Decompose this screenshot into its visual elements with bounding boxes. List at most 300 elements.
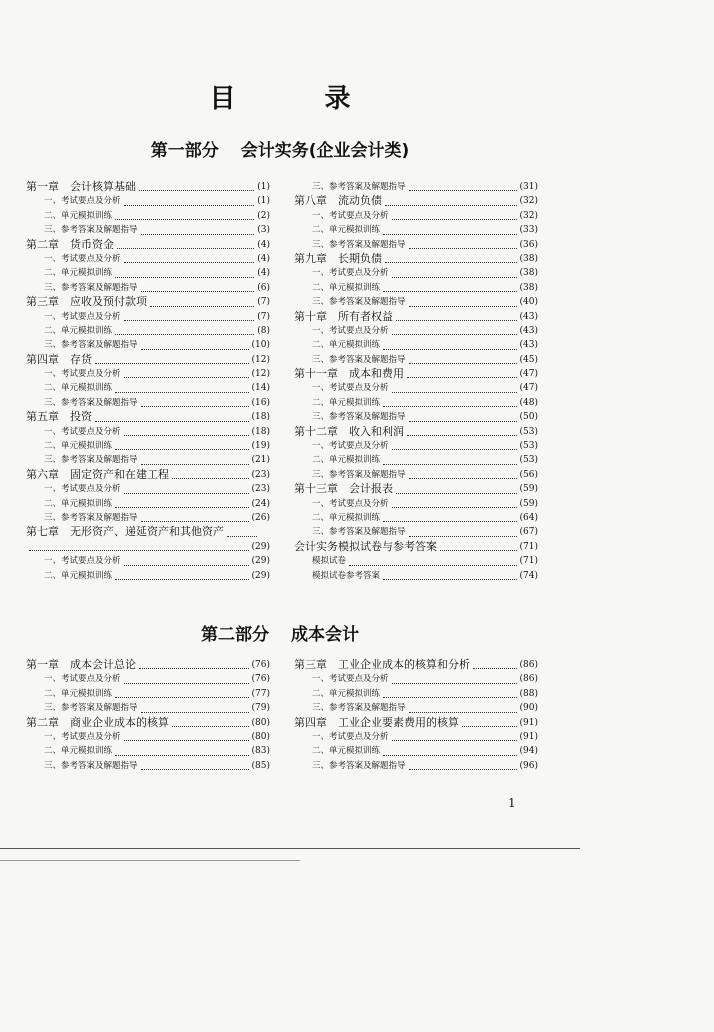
toc-section-entry — [26, 482, 270, 496]
toc-page-number: (85) — [251, 760, 270, 771]
toc-entry-label: 二、单元模拟训练 — [44, 268, 113, 279]
toc-chapter-entry — [294, 367, 538, 381]
toc-section-entry — [26, 425, 270, 439]
toc-leader-dots — [124, 739, 249, 741]
toc-section-entry — [26, 744, 270, 758]
toc-leader-dots — [383, 578, 517, 580]
toc-leader-dots — [383, 520, 517, 522]
toc-section-entry — [294, 410, 538, 424]
toc-entry-label: 一、考试要点及分析 — [312, 441, 389, 452]
toc-leader-dots — [462, 725, 517, 727]
toc-leader-dots — [383, 233, 517, 235]
toc-leader-dots — [124, 492, 249, 494]
toc-leader-dots — [227, 535, 257, 537]
toc-leader-dots — [407, 376, 517, 378]
toc-leader-dots — [115, 696, 249, 698]
toc-entry-label: 二、单元模拟训练 — [312, 340, 381, 351]
toc-entry-label: 三、参考答案及解题指导 — [312, 239, 406, 250]
toc-page-number: (33) — [519, 225, 538, 236]
toc-section-entry — [294, 396, 538, 410]
toc-leader-dots — [383, 290, 517, 292]
toc-chapter-entry — [294, 716, 538, 730]
toc-entry-label: 二、单元模拟训练 — [312, 746, 381, 757]
toc-section-entry — [26, 554, 270, 568]
toc-leader-dots — [117, 247, 254, 249]
toc-page-number: (4) — [257, 239, 270, 250]
toc-chapter-entry — [294, 482, 538, 496]
toc-entry-label: 三、参考答案及解题指导 — [44, 760, 138, 771]
toc-page-number: (26) — [251, 512, 270, 523]
toc-section-entry — [26, 252, 270, 266]
toc-page-number: (76) — [251, 659, 270, 670]
toc-page-number: (59) — [519, 484, 538, 495]
toc-section-entry — [26, 266, 270, 280]
toc-page-number: (4) — [257, 268, 270, 279]
toc-entry-label: 模拟试卷 — [312, 556, 347, 567]
toc-entry-label: 一、考试要点及分析 — [312, 383, 389, 394]
toc-entry-label: 二、单元模拟训练 — [44, 325, 113, 336]
toc-leader-dots — [409, 189, 517, 191]
toc-entry-label: 第八章 流动负债 — [294, 194, 382, 208]
toc-page-number: (29) — [251, 541, 270, 552]
toc-leader-dots — [139, 667, 249, 669]
toc-leader-dots — [141, 463, 249, 465]
toc-entry-label: 三、参考答案及解题指导 — [312, 469, 406, 480]
toc-entry-label: 三、参考答案及解题指导 — [44, 282, 138, 293]
toc-leader-dots — [141, 520, 249, 522]
toc-page-number: (53) — [519, 455, 538, 466]
toc-page-number: (2) — [257, 210, 270, 221]
toc-leader-dots — [349, 564, 517, 566]
toc-leader-dots — [141, 711, 249, 713]
toc-leader-dots — [115, 218, 254, 220]
page-number: 1 — [508, 796, 516, 810]
toc-section-entry — [294, 730, 538, 744]
toc-leader-dots — [115, 333, 254, 335]
toc-page-number: (3) — [257, 225, 270, 236]
toc-leader-dots — [172, 725, 249, 727]
toc-chapter-entry — [294, 540, 538, 554]
toc-entry-label: 第十章 所有者权益 — [294, 309, 393, 323]
toc-page-number: (23) — [251, 469, 270, 480]
toc-page-number: (8) — [257, 325, 270, 336]
toc-leader-dots — [115, 754, 249, 756]
toc-entry-label: 一、考试要点及分析 — [312, 325, 389, 336]
toc-entry-label: 第十二章 收入和利润 — [294, 424, 404, 438]
toc-leader-dots — [124, 564, 249, 566]
toc-page-number: (31) — [519, 181, 538, 192]
toc-section-entry — [26, 497, 270, 511]
toc-page-number: (53) — [519, 426, 538, 437]
toc-leader-dots — [139, 189, 254, 191]
bottom-rule — [0, 848, 580, 849]
toc-section-entry — [294, 569, 538, 583]
toc-entry-label: 二、单元模拟训练 — [312, 282, 381, 293]
toc-chapter-entry — [26, 716, 270, 730]
toc-page-number: (76) — [251, 674, 270, 685]
toc-entry-label: 第六章 固定资产和在建工程 — [26, 467, 169, 481]
toc-leader-dots — [95, 362, 249, 364]
toc-page-number: (43) — [519, 325, 538, 336]
toc-leader-dots — [124, 261, 255, 263]
toc-entry-label: 三、参考答案及解题指导 — [312, 703, 406, 714]
toc-section-entry — [294, 525, 538, 539]
toc-leader-dots — [409, 362, 517, 364]
toc-page-number: (79) — [251, 703, 270, 714]
toc-entry-label: 一、考试要点及分析 — [312, 498, 389, 509]
toc-leader-dots — [124, 682, 249, 684]
toc-entry-label: 二、单元模拟训练 — [44, 498, 113, 509]
toc-leader-dots — [409, 305, 517, 307]
toc-leader-dots — [383, 405, 517, 407]
part2-right-column — [294, 658, 538, 773]
toc-entry-label: 三、参考答案及解题指导 — [44, 397, 138, 408]
toc-page-number: (88) — [519, 688, 538, 699]
toc-leader-dots — [115, 391, 249, 393]
toc-section-entry — [294, 511, 538, 525]
toc-section-entry — [26, 310, 270, 324]
toc-entry-label: 三、参考答案及解题指导 — [312, 181, 406, 192]
toc-page-number: (14) — [251, 383, 270, 394]
part2-number: 第二部分 — [201, 625, 269, 645]
part2-heading — [0, 620, 560, 645]
toc-page-number: (53) — [519, 441, 538, 452]
toc-page-number: (43) — [519, 340, 538, 351]
toc-page-number: (96) — [519, 760, 538, 771]
toc-page-number: (24) — [251, 498, 270, 509]
toc-page-number: (77) — [251, 688, 270, 699]
toc-section-entry — [26, 396, 270, 410]
toc-entry-label: 二、单元模拟训练 — [44, 441, 113, 452]
toc-section-entry — [294, 324, 538, 338]
toc-entry-label: 第二章 货币资金 — [26, 237, 114, 251]
toc-page-number: (83) — [251, 746, 270, 757]
toc-entry-label: 二、单元模拟训练 — [44, 383, 113, 394]
toc-leader-dots — [409, 711, 517, 713]
toc-page-number: (18) — [251, 412, 270, 423]
toc-section-entry — [26, 367, 270, 381]
toc-page-number: (56) — [519, 469, 538, 480]
toc-chapter-entry — [294, 425, 538, 439]
toc-entry-label: 二、单元模拟训练 — [44, 210, 113, 221]
toc-section-entry — [26, 569, 270, 583]
toc-leader-dots — [29, 549, 249, 551]
toc-chapter-entry — [26, 180, 270, 194]
toc-entry-label: 三、参考答案及解题指导 — [44, 703, 138, 714]
toc-leader-dots — [409, 768, 517, 770]
toc-page-number: (71) — [519, 541, 538, 552]
toc-page-number: (16) — [251, 397, 270, 408]
toc-section-entry — [294, 497, 538, 511]
page-title: 目 录 — [209, 84, 391, 114]
toc-entry-label: 三、参考答案及解题指导 — [312, 354, 406, 365]
toc-section-entry — [26, 730, 270, 744]
toc-chapter-entry — [294, 310, 538, 324]
toc-chapter-entry — [294, 194, 538, 208]
toc-page-number: (29) — [251, 556, 270, 567]
toc-page-number: (90) — [519, 703, 538, 714]
toc-page-number: (7) — [257, 297, 270, 308]
toc-page-number: (29) — [251, 570, 270, 581]
toc-leader-dots — [440, 549, 517, 551]
toc-chapter-entry — [26, 658, 270, 672]
toc-chapter-entry — [26, 238, 270, 252]
toc-page-number: (1) — [257, 196, 270, 207]
toc-page-number: (47) — [519, 369, 538, 380]
toc-leader-dots — [409, 247, 517, 249]
toc-chapter-entry — [26, 295, 270, 309]
toc-entry-label: 一、考试要点及分析 — [44, 674, 121, 685]
toc-entry-label: 一、考试要点及分析 — [312, 210, 389, 221]
toc-leader-dots — [141, 348, 249, 350]
toc-leader-dots — [150, 305, 254, 307]
toc-leader-dots — [124, 204, 255, 206]
toc-section-entry — [294, 381, 538, 395]
toc-section-entry — [26, 540, 270, 554]
toc-entry-label: 三、参考答案及解题指导 — [312, 412, 406, 423]
toc-section-entry — [294, 468, 538, 482]
toc-entry-label: 一、考试要点及分析 — [44, 426, 121, 437]
toc-section-entry — [294, 687, 538, 701]
toc-entry-label: 一、考试要点及分析 — [44, 556, 121, 567]
toc-page-number: (71) — [519, 556, 538, 567]
toc-leader-dots — [409, 535, 517, 537]
toc-section-entry — [294, 554, 538, 568]
toc-leader-dots — [124, 376, 249, 378]
toc-entry-label: 一、考试要点及分析 — [312, 674, 389, 685]
toc-entry-label: 第十一章 成本和费用 — [294, 367, 404, 381]
toc-entry-label: 第三章 工业企业成本的核算和分析 — [294, 657, 470, 671]
toc-leader-dots — [407, 434, 517, 436]
toc-page-number: (32) — [519, 210, 538, 221]
toc-page-number: (67) — [519, 527, 538, 538]
toc-entry-label: 二、单元模拟训练 — [312, 397, 381, 408]
toc-page-number: (43) — [519, 311, 538, 322]
toc-entry-label: 三、参考答案及解题指导 — [312, 760, 406, 771]
toc-entry-label: 三、参考答案及解题指导 — [44, 340, 138, 351]
toc-leader-dots — [141, 233, 255, 235]
toc-entry-label: 二、单元模拟训练 — [312, 455, 381, 466]
toc-page-number: (45) — [519, 354, 538, 365]
toc-section-entry — [294, 353, 538, 367]
toc-leader-dots — [115, 506, 249, 508]
toc-entry-label: 三、参考答案及解题指导 — [312, 527, 406, 538]
part2-name: 成本会计 — [291, 625, 359, 645]
toc-entry-label: 第七章 无形资产、递延资产和其他资产 — [26, 525, 224, 539]
part1-left-column — [26, 180, 270, 583]
toc-leader-dots — [124, 434, 249, 436]
toc-entry-label: 一、考试要点及分析 — [44, 196, 121, 207]
toc-entry-label: 三、参考答案及解题指导 — [44, 455, 138, 466]
toc-page-number: (74) — [519, 570, 538, 581]
toc-entry-label: 第三章 应收及预付款项 — [26, 295, 147, 309]
toc-section-entry — [26, 701, 270, 715]
toc-entry-label: 第四章 工业企业要素费用的核算 — [294, 715, 459, 729]
toc-leader-dots — [383, 696, 517, 698]
toc-leader-dots — [95, 420, 249, 422]
toc-leader-dots — [385, 204, 517, 206]
toc-section-entry — [294, 281, 538, 295]
toc-section-entry — [294, 209, 538, 223]
toc-entry-label: 会计实务模拟试卷与参考答案 — [294, 539, 437, 553]
toc-page-number: (86) — [519, 659, 538, 670]
toc-section-entry — [26, 281, 270, 295]
toc-leader-dots — [383, 463, 517, 465]
toc-leader-dots — [409, 477, 517, 479]
toc-leader-dots — [392, 739, 517, 741]
toc-section-entry — [294, 759, 538, 773]
toc-section-entry — [294, 701, 538, 715]
toc-entry-label: 第二章 商业企业成本的核算 — [26, 715, 169, 729]
part2-left-column — [26, 658, 270, 773]
toc-entry-label: 第四章 存货 — [26, 352, 92, 366]
toc-leader-dots — [141, 290, 255, 292]
toc-entry-label: 二、单元模拟训练 — [312, 512, 381, 523]
toc-section-entry — [294, 672, 538, 686]
toc-section-entry — [294, 180, 538, 194]
toc-leader-dots — [383, 348, 517, 350]
toc-entry-label: 第一章 会计核算基础 — [26, 179, 136, 193]
toc-leader-dots — [473, 667, 517, 669]
toc-leader-dots — [115, 276, 254, 278]
toc-page-number: (6) — [257, 282, 270, 293]
toc-entry-label: 二、单元模拟训练 — [44, 570, 113, 581]
toc-page-number: (21) — [251, 455, 270, 466]
toc-leader-dots — [392, 682, 517, 684]
toc-entry-label: 二、单元模拟训练 — [44, 688, 113, 699]
toc-page-number: (18) — [251, 426, 270, 437]
toc-section-entry — [26, 223, 270, 237]
toc-section-entry — [26, 194, 270, 208]
toc-page-number: (50) — [519, 412, 538, 423]
toc-entry-label: 一、考试要点及分析 — [312, 268, 389, 279]
toc-section-entry — [26, 324, 270, 338]
toc-chapter-entry — [26, 410, 270, 424]
toc-page-number: (47) — [519, 383, 538, 394]
toc-entry-label: 一、考试要点及分析 — [44, 253, 121, 264]
toc-page-number: (38) — [519, 253, 538, 264]
toc-page-number: (86) — [519, 674, 538, 685]
toc-section-entry — [26, 439, 270, 453]
toc-entry-label: 第五章 投资 — [26, 410, 92, 424]
part1-right-column — [294, 180, 538, 583]
toc-page-number: (36) — [519, 239, 538, 250]
toc-leader-dots — [141, 768, 249, 770]
toc-page-number: (40) — [519, 297, 538, 308]
toc-leader-dots — [392, 218, 517, 220]
toc-page-number: (23) — [251, 484, 270, 495]
toc-section-entry — [294, 223, 538, 237]
toc-section-entry — [26, 759, 270, 773]
toc-chapter-entry — [26, 468, 270, 482]
toc-page-number: (59) — [519, 498, 538, 509]
toc-section-entry — [294, 338, 538, 352]
toc-section-entry — [26, 672, 270, 686]
toc-page-number: (91) — [519, 717, 538, 728]
toc-page-number: (64) — [519, 512, 538, 523]
toc-section-entry — [294, 266, 538, 280]
toc-entry-label: 第十三章 会计报表 — [294, 482, 393, 496]
toc-leader-dots — [385, 261, 517, 263]
toc-entry-label: 模拟试卷参考答案 — [312, 570, 381, 581]
toc-entry-label: 三、参考答案及解题指导 — [44, 512, 138, 523]
toc-entry-label: 二、单元模拟训练 — [44, 746, 113, 757]
toc-page-number: (4) — [257, 253, 270, 264]
toc-entry-label: 一、考试要点及分析 — [44, 311, 121, 322]
toc-page-number: (48) — [519, 397, 538, 408]
toc-leader-dots — [396, 319, 517, 321]
toc-entry-label: 一、考试要点及分析 — [44, 369, 121, 380]
toc-section-entry — [294, 439, 538, 453]
toc-leader-dots — [115, 578, 249, 580]
toc-section-entry — [26, 381, 270, 395]
toc-section-entry — [26, 511, 270, 525]
toc-leader-dots — [383, 754, 517, 756]
toc-leader-dots — [115, 448, 249, 450]
toc-page-number: (91) — [519, 731, 538, 742]
toc-leader-dots — [409, 420, 517, 422]
toc-entry-label: 二、单元模拟训练 — [312, 688, 381, 699]
toc-page-number: (12) — [251, 369, 270, 380]
toc-leader-dots — [124, 319, 255, 321]
toc-page-number: (7) — [257, 311, 270, 322]
toc-section-entry — [294, 295, 538, 309]
toc-entry-label: 一、考试要点及分析 — [312, 731, 389, 742]
toc-entry-label: 一、考试要点及分析 — [44, 731, 121, 742]
toc-chapter-entry — [294, 658, 538, 672]
toc-page-number: (80) — [251, 717, 270, 728]
part1-number: 第一部分 — [150, 141, 219, 161]
toc-page-number: (10) — [251, 340, 270, 351]
toc-leader-dots — [141, 405, 249, 407]
toc-section-entry — [294, 744, 538, 758]
toc-entry-label: 三、参考答案及解题指导 — [312, 297, 406, 308]
part1-name: 会计实务(企业会计类) — [240, 141, 410, 161]
toc-page-number: (12) — [251, 354, 270, 365]
toc-leader-dots — [172, 477, 249, 479]
toc-entry-label: 第九章 长期负债 — [294, 251, 382, 265]
toc-page-number: (19) — [251, 441, 270, 452]
toc-section-entry — [26, 453, 270, 467]
toc-chapter-entry — [26, 353, 270, 367]
toc-section-entry — [294, 238, 538, 252]
toc-page-number: (38) — [519, 282, 538, 293]
toc-entry-label: 第一章 成本会计总论 — [26, 657, 136, 671]
toc-leader-dots — [392, 333, 517, 335]
toc-chapter-entry — [26, 525, 270, 539]
toc-entry-label: 一、考试要点及分析 — [44, 484, 121, 495]
toc-entry-label: 三、参考答案及解题指导 — [44, 225, 138, 236]
toc-page-number: (94) — [519, 746, 538, 757]
bottom-rule-secondary — [0, 860, 300, 861]
toc-section-entry — [26, 338, 270, 352]
toc-page-number: (32) — [519, 196, 538, 207]
toc-leader-dots — [396, 492, 517, 494]
toc-leader-dots — [392, 276, 517, 278]
toc-leader-dots — [392, 448, 517, 450]
toc-leader-dots — [392, 391, 517, 393]
toc-entry-label: 二、单元模拟训练 — [312, 225, 381, 236]
toc-chapter-entry — [294, 252, 538, 266]
toc-section-entry — [26, 209, 270, 223]
toc-page-number: (38) — [519, 268, 538, 279]
toc-section-entry — [294, 453, 538, 467]
toc-page-number: (1) — [257, 181, 270, 192]
toc-leader-dots — [392, 506, 517, 508]
toc-section-entry — [26, 687, 270, 701]
toc-page-number: (80) — [251, 731, 270, 742]
part1-heading — [0, 136, 560, 161]
